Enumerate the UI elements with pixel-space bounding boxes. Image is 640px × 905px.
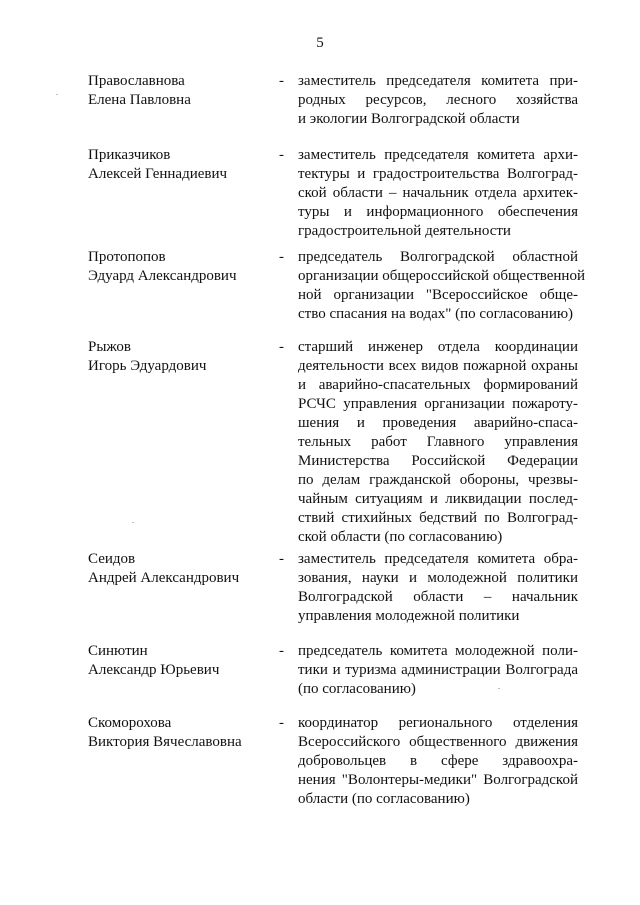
- role-line: заместитель председателя комитета при-: [298, 73, 578, 89]
- role-line: заместитель председателя комитета архи-: [298, 147, 578, 163]
- role-line: Волгоградской области – начальник: [298, 589, 578, 605]
- member-role: [298, 338, 578, 547]
- member-name: [88, 72, 268, 110]
- member-role: [298, 72, 578, 129]
- separator-dash: -: [279, 73, 284, 89]
- role-line: туры и информационного обеспечения: [298, 204, 578, 220]
- role-line: ствий стихийных бедствий по Волгоград-: [298, 510, 578, 526]
- role-line: тельных работ Главного управления: [298, 434, 578, 450]
- role-line: области (по согласованию): [298, 791, 470, 807]
- member-given-names: Александр Юрьевич: [88, 662, 220, 678]
- scan-speck: [498, 688, 500, 689]
- role-line: шения и проведения аварийно-спаса-: [298, 415, 578, 431]
- member-given-names: Елена Павловна: [88, 92, 191, 108]
- role-line: координатор регионального отделения: [298, 715, 578, 731]
- member-name: [88, 338, 268, 376]
- role-line: (по согласованию): [298, 681, 416, 697]
- role-line: председатель Волгоградской областной: [298, 249, 578, 265]
- role-line: и аварийно-спасательных формирований: [298, 377, 578, 393]
- role-line: тектуры и градостроительства Волгоград-: [298, 166, 578, 182]
- role-line: градостроительной деятельности: [298, 223, 511, 239]
- role-line: чайным ситуациям и ликвидации послед-: [298, 491, 578, 507]
- role-line: и экологии Волгоградской области: [298, 111, 520, 127]
- role-line: ной организации "Всероссийское обще-: [298, 287, 578, 303]
- scan-speck: [132, 522, 134, 523]
- separator-dash: -: [279, 715, 284, 731]
- role-line: ской области – начальник отдела архитек-: [298, 185, 578, 201]
- member-given-names: Виктория Вячеславовна: [88, 734, 242, 750]
- separator-dash: -: [279, 249, 284, 265]
- role-line: заместитель председателя комитета обра-: [298, 551, 578, 567]
- role-line: тики и туризма администрации Волгограда: [298, 662, 578, 678]
- member-surname: Синютин: [88, 643, 148, 659]
- role-line: РСЧС управления организации пожароту-: [298, 396, 578, 412]
- member-role: [298, 146, 578, 241]
- member-role: [298, 550, 578, 626]
- role-line: зования, науки и молодежной политики: [298, 570, 578, 586]
- role-line: ской области (по согласованию): [298, 529, 503, 545]
- page-number: 5: [316, 35, 324, 51]
- separator-dash: -: [279, 551, 284, 567]
- member-given-names: Эдуард Александрович: [88, 268, 237, 284]
- member-surname: Скоморохова: [88, 715, 172, 731]
- member-surname: Протопопов: [88, 249, 166, 265]
- separator-dash: -: [279, 339, 284, 355]
- role-line: управления молодежной политики: [298, 608, 520, 624]
- separator-dash: -: [279, 147, 284, 163]
- separator-dash: -: [279, 643, 284, 659]
- role-line: ство спасания на водах" (по согласованию): [298, 306, 574, 322]
- role-line: добровольцев в сфере здравоохра-: [298, 753, 578, 769]
- role-line: деятельности всех видов пожарной охраны: [298, 358, 578, 374]
- role-line: председатель комитета молодежной поли-: [298, 643, 578, 659]
- role-line: родных ресурсов, лесного хозяйства: [298, 92, 578, 108]
- member-given-names: Андрей Александрович: [88, 570, 240, 586]
- role-line: по делам гражданской обороны, чрезвы-: [298, 472, 578, 488]
- role-line: Министерства Российской Федерации: [298, 453, 578, 469]
- scan-speck: [56, 94, 58, 95]
- member-given-names: Игорь Эдуардович: [88, 358, 207, 374]
- member-name: [88, 248, 268, 286]
- member-name: [88, 642, 268, 680]
- member-name: [88, 146, 268, 184]
- member-surname: Сеидов: [88, 551, 136, 567]
- member-name: [88, 550, 268, 588]
- member-given-names: Алексей Геннадиевич: [88, 166, 228, 182]
- role-line: Всероссийского общественного движения: [298, 734, 578, 750]
- member-role: [298, 714, 578, 809]
- member-surname: Рыжов: [88, 339, 131, 355]
- member-surname: Приказчиков: [88, 147, 171, 163]
- member-surname: Православнова: [88, 73, 185, 89]
- role-line: старший инженер отдела координации: [298, 339, 578, 355]
- member-role: [298, 248, 585, 324]
- role-line: организации общероссийской общественной: [298, 268, 585, 284]
- member-role: [298, 642, 578, 699]
- role-line: нения "Волонтеры-медики" Волгоградской: [298, 772, 578, 788]
- member-name: [88, 714, 268, 752]
